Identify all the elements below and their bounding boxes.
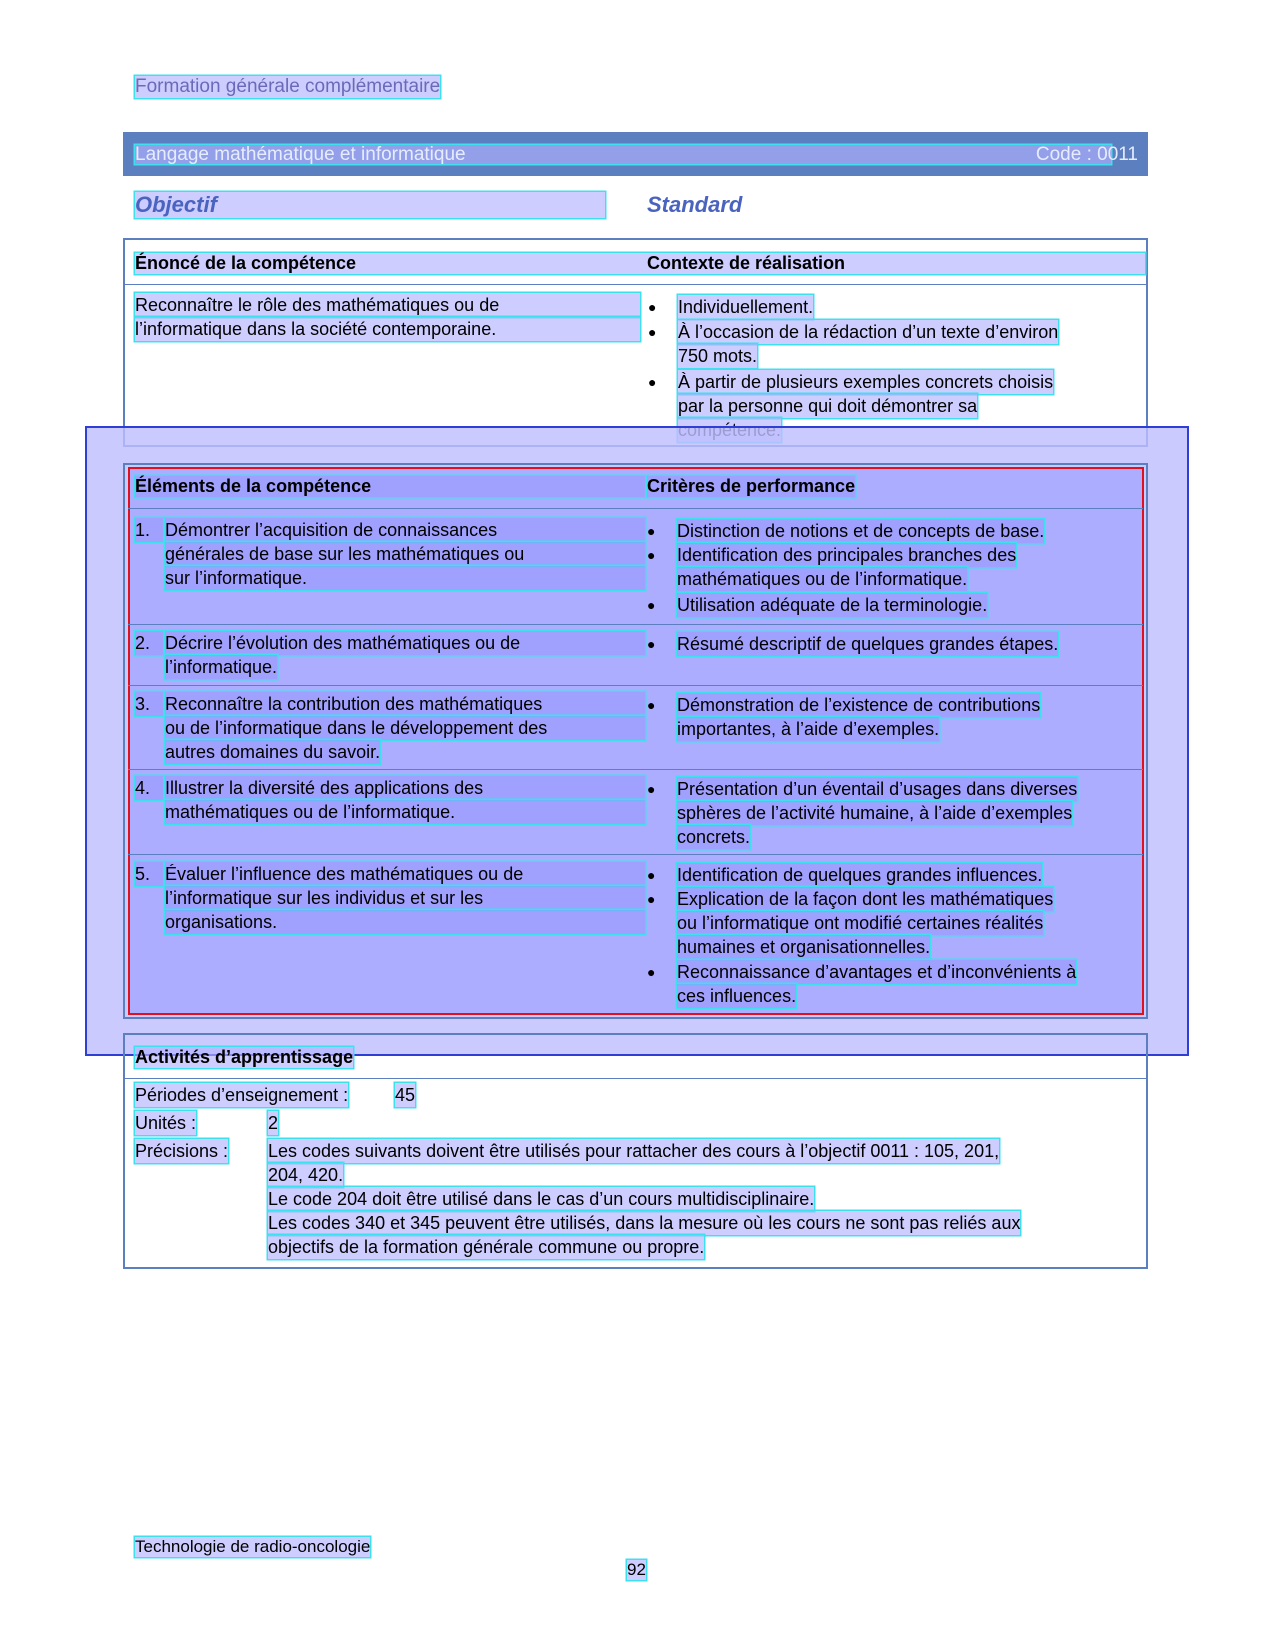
header-divider [125, 1078, 1146, 1079]
criterion-line: Explication de la façon dont les mathématiques [677, 889, 1054, 909]
element-line: l’informatique sur les individus et sur les [165, 886, 645, 910]
criterion-line: concrets. [677, 827, 751, 847]
header-divider [128, 508, 1143, 509]
criterion-line: Présentation d’un éventail d’usages dans diverses [677, 779, 1078, 799]
criterion-line: humaines et organisationnelles. [677, 937, 931, 957]
bullet-icon: ● [647, 891, 656, 907]
bullet-icon: ● [647, 636, 656, 652]
element-line: Illustrer la diversité des applications des [165, 776, 645, 800]
header-divider [125, 284, 1146, 285]
row-divider [128, 769, 1143, 770]
criterion-line: importantes, à l’aide d’exemples. [677, 719, 940, 739]
precision-line: objectifs de la formation générale commune ou propre. [268, 1237, 705, 1257]
objectif-label: Objectif [135, 192, 605, 218]
bullet-icon: ● [647, 964, 656, 980]
contexte-item: par la personne qui doit démontrer sa [678, 396, 978, 416]
contexte-item: 750 mots. [678, 346, 758, 366]
periodes-label: Périodes d’enseignement : [135, 1085, 349, 1105]
element-line: Évaluer l’influence des mathématiques ou de [165, 862, 645, 886]
criterion-line: Démonstration de l’existence de contributions [677, 695, 1041, 715]
contexte-item: Individuellement. [678, 297, 814, 317]
title-bar [123, 132, 1148, 176]
precision-line: Les codes 340 et 345 peuvent être utilisés, dans la mesure où les cours ne sont pas reliés aux [268, 1213, 1021, 1233]
bullet-icon: ● [647, 697, 656, 713]
element-line: autres domaines du savoir. [165, 742, 381, 762]
competence-table [123, 238, 1148, 447]
course-title: Langage mathématique et informatique [135, 145, 1111, 164]
page-number: 92 [627, 1560, 646, 1579]
precisions-label: Précisions : [135, 1141, 229, 1161]
standard-label: Standard [647, 192, 743, 217]
elements-table-content [123, 463, 1148, 1019]
criterion-line: Reconnaissance d’avantages et d’inconvénients à [677, 962, 1077, 982]
activites-table [123, 1033, 1148, 1269]
contexte-item: À partir de plusieurs exemples concrets choisis [678, 372, 1054, 392]
criterion-line: Identification des principales branches des [677, 545, 1017, 565]
row-divider [128, 685, 1143, 686]
unites-value: 2 [268, 1113, 279, 1133]
contexte-header: Contexte de réalisation [647, 253, 846, 273]
contexte-item: À l’occasion de la rédaction d’un texte d’environ [678, 322, 1059, 342]
element-line: Reconnaître la contribution des mathématiques [165, 692, 645, 716]
precision-line: Les codes suivants doivent être utilisés pour rattacher des cours à l’objectif 0011 : 105, 201, [268, 1141, 1000, 1161]
element-line: mathématiques ou de l’informatique. [165, 800, 645, 824]
footer-program: Technologie de radio-oncologie [135, 1537, 371, 1556]
row-divider [128, 624, 1143, 625]
element-line: sur l’informatique. [165, 566, 645, 590]
element-number: 3. [135, 692, 163, 716]
course-code: Code : 0011 [1035, 144, 1138, 165]
unites-label: Unités : [135, 1113, 197, 1133]
criterion-line: Résumé descriptif de quelques grandes étapes. [677, 634, 1059, 654]
precision-line: 204, 420. [268, 1165, 344, 1185]
criteres-header: Critères de performance [647, 476, 856, 496]
element-line: Démontrer l’acquisition de connaissances [165, 518, 645, 542]
element-number: 4. [135, 776, 163, 800]
bullet-icon: ● [648, 299, 657, 315]
bullet-icon: ● [647, 867, 656, 883]
criterion-line: ces influences. [677, 986, 797, 1006]
criterion-line: Utilisation adéquate de la terminologie. [677, 595, 988, 615]
bullet-icon: ● [647, 523, 656, 539]
element-line: l’informatique. [165, 657, 278, 677]
criterion-line: sphères de l’activité humaine, à l’aide d’exemples [677, 803, 1073, 823]
running-header: Formation générale complémentaire [135, 76, 441, 97]
element-number: 5. [135, 862, 163, 886]
enonce-header: Énoncé de la compétence [135, 253, 1145, 274]
elements-header: Éléments de la compétence [135, 476, 645, 497]
bullet-icon: ● [647, 597, 656, 613]
periodes-value: 45 [395, 1085, 416, 1105]
element-number: 1. [135, 518, 163, 542]
bullet-icon: ● [648, 374, 657, 390]
element-number: 2. [135, 631, 163, 655]
activites-header: Activités d’apprentissage [135, 1047, 354, 1067]
row-divider [128, 854, 1143, 855]
bullet-icon: ● [647, 547, 656, 563]
precision-line: Le code 204 doit être utilisé dans le cas d’un cours multidisciplinaire. [268, 1189, 815, 1209]
bullet-icon: ● [648, 324, 657, 340]
criterion-line: ou l’informatique ont modifié certaines réalités [677, 913, 1044, 933]
element-line: Décrire l’évolution des mathématiques ou de [165, 631, 645, 655]
enonce-line: Reconnaître le rôle des mathématiques ou de [135, 293, 640, 317]
element-line: organisations. [165, 910, 645, 934]
criterion-line: Distinction de notions et de concepts de base. [677, 521, 1045, 541]
element-line: générales de base sur les mathématiques ou [165, 542, 645, 566]
element-line: ou de l’informatique dans le développement des [165, 716, 645, 740]
enonce-line: l’informatique dans la société contemporaine. [135, 317, 640, 341]
criterion-line: Identification de quelques grandes influences. [677, 865, 1043, 885]
bullet-icon: ● [647, 781, 656, 797]
criterion-line: mathématiques ou de l’informatique. [677, 569, 968, 589]
